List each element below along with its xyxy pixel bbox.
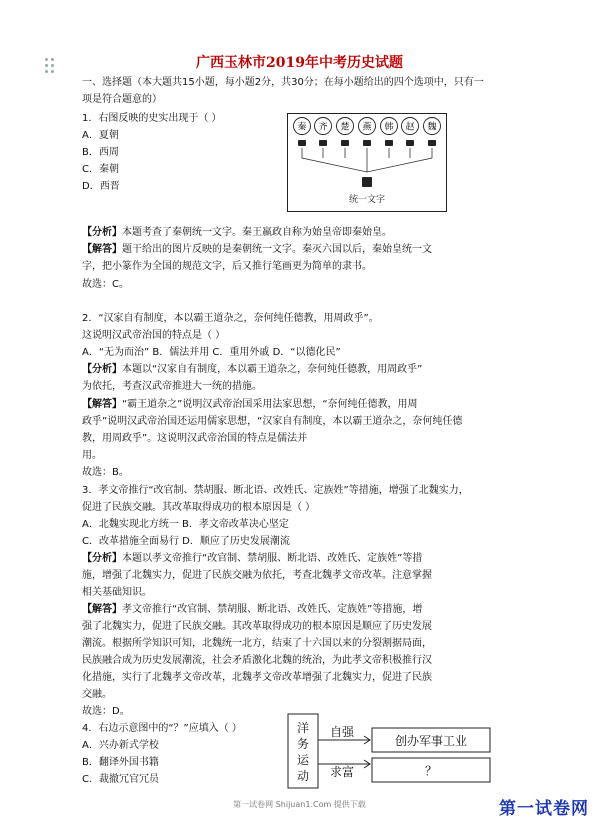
state-seal-label: 魏: [427, 122, 437, 133]
q1-option-b: B．西周: [82, 147, 119, 158]
q1-figure-seals: [294, 118, 441, 135]
document-title: 广西玉林市2019年中考历史试题: [196, 55, 403, 71]
q3-analysis-line3: 相关基础知识。: [82, 587, 152, 598]
q1-option-c: C．秦朝: [82, 164, 119, 175]
section-heading: 一、选择题（本大题共15小题，每小题2分，共30分；在每小题给出的四个选项中，只有一: [82, 77, 484, 88]
analysis-label: 【分析】: [82, 227, 122, 238]
q2-options: A．“无为而治” B．儒法并用 C．重用外戚 D．“以德化民”: [82, 347, 341, 358]
q4-stem: 4．右边示意图中的“？”应填入（ ）: [82, 723, 242, 734]
svg-text:务: 务: [296, 737, 310, 751]
svg-text:洋: 洋: [296, 721, 310, 735]
q1-answer-line2: 字，把小篆作为全国的规范文字，后又推行笔画更为简单的隶书。: [82, 261, 372, 272]
q2-answer-line4: 用。: [82, 450, 102, 461]
svg-text:运: 运: [296, 753, 310, 767]
q4-diagram-bottom: 求富: [330, 765, 355, 779]
q3-choice: 故选：D。: [82, 706, 130, 717]
section-heading-cont: 项是符合题意的）: [82, 94, 162, 105]
answer-text: 题干给出的图片反映的是秦朝统一文字。秦灭六国以后，秦始皇统一文: [122, 244, 432, 255]
state-seal-label: 秦: [297, 122, 307, 133]
q4-option-b: B．翻译外国书籍: [82, 757, 159, 768]
answer-text: 孝文帝推行“改官制、禁胡服、断北语、改姓氏、定族姓”等措施，增: [122, 604, 423, 615]
q1-figure-caption: 统一文字: [348, 195, 386, 205]
q4-diagram: [286, 712, 526, 792]
q4-option-a: A．兴办新式学校: [82, 740, 159, 751]
q4-diagram-top: 自强: [330, 725, 355, 739]
answer-text: “霸王道杂之”说明汉武帝治国采用法家思想，“奈何纯任德教，用周: [122, 399, 418, 410]
site-logo[interactable]: 第一试卷网: [499, 799, 589, 819]
q2-stem-line2: 这说明汉武帝治国的特点是（ ）: [82, 330, 226, 341]
state-seal-label: 韩: [384, 122, 394, 133]
q3-stem-line2: 促进了民族交融。其改革取得成功的根本原因是（ ）: [82, 502, 316, 513]
answer-label: 【解答】: [82, 399, 122, 410]
analysis-label: 【分析】: [82, 553, 122, 564]
q1-choice: 故选：C。: [82, 279, 129, 290]
state-seal-label: 赵: [405, 122, 415, 133]
q2-answer-line3: 教，用周政乎”。这说明汉武帝治国的特点是儒法并: [82, 433, 308, 444]
q1-option-d: D．西晋: [82, 181, 120, 192]
analysis-text: 本题考查了秦朝统一文字。秦王嬴政自称为始皇帝即秦始皇。: [122, 227, 392, 238]
q1-stem: 1．右图反映的史实出现于（ ）: [82, 113, 222, 124]
q3-answer-line6: 交融。: [82, 689, 112, 700]
q2-stem: 2．“汉家自有制度，本以霸王道杂之，奈何纯任德教，用周政乎”。: [82, 313, 379, 324]
q3-answer: [82, 601, 422, 618]
state-seal-label: 燕: [362, 122, 372, 133]
q2-analysis-line2: 为依托，考查汉武帝推进大一统的措施。: [82, 381, 262, 392]
q4-option-c: C．裁撤冗官冗员: [82, 774, 159, 785]
state-seal-label: 楚: [340, 122, 350, 133]
q4-diagram-box1: 创办军事工业: [394, 734, 468, 748]
q1-answer: [82, 241, 432, 258]
q2-answer: [82, 396, 418, 413]
q4-diagram-box2: ？: [424, 764, 438, 778]
analysis-text: 本题以“汉家自有制度，本以霸王道杂之，奈何纯任德教，用周政乎”: [122, 364, 423, 375]
answer-label: 【解答】: [82, 604, 122, 615]
q1-analysis: [82, 224, 392, 241]
q1-option-a: A．夏朝: [82, 130, 119, 141]
q2-choice: 故选：B。: [82, 467, 129, 478]
page-footer: 第一试卷网 Shijuan1.Com 提供下载: [233, 800, 366, 809]
analysis-text: 本题以孝文帝推行“改官制、禁胡服、断北语、改姓氏、定族姓”等措: [122, 553, 423, 564]
state-seal-label: 齐: [318, 122, 328, 133]
q3-answer-line4: 民族融合成为历史发展潮流，社会矛盾激化北魏的统治，为此孝文帝积极推行汉: [82, 655, 432, 666]
q2-answer-line2: 政乎”说明汉武帝治国还运用儒家思想，“汉家自有制度，本以霸王道杂之，奈何纯任德: [82, 416, 463, 427]
q3-answer-line2: 强了北魏实力，促进了民族交融。其改革取得成功的根本原因是顺应了历史发展: [82, 621, 432, 632]
q3-answer-line3: 潮流。根据所学知识可知，北魏统一北方，结束了十六国以来的分裂割据局面，: [82, 638, 432, 649]
answer-label: 【解答】: [82, 244, 122, 255]
q3-analysis-line2: 施，增强了北魏实力，促进了民族交融为依托，考查北魏孝文帝改革。注意掌握: [82, 570, 432, 581]
svg-text:动: 动: [296, 769, 310, 783]
q3-options-ab: A．北魏实现北方统一 B．孝文帝改革决心坚定: [82, 519, 289, 530]
q3-answer-line5: 化措施，实行了北魏孝文帝改革，北魏孝文帝改革增强了北魏实力，促进了民族: [82, 672, 432, 683]
q3-options-cd: C．改革措施全面易行 D．顺应了历史发展潮流: [82, 536, 290, 547]
q1-figure: [287, 113, 447, 212]
q2-analysis: [82, 361, 422, 378]
q3-stem: 3．孝文帝推行“改官制、禁胡服、断北语、改姓氏、定族姓”等措施，增强了北魏实力，: [82, 485, 469, 496]
analysis-label: 【分析】: [82, 364, 122, 375]
q3-analysis: [82, 550, 422, 567]
